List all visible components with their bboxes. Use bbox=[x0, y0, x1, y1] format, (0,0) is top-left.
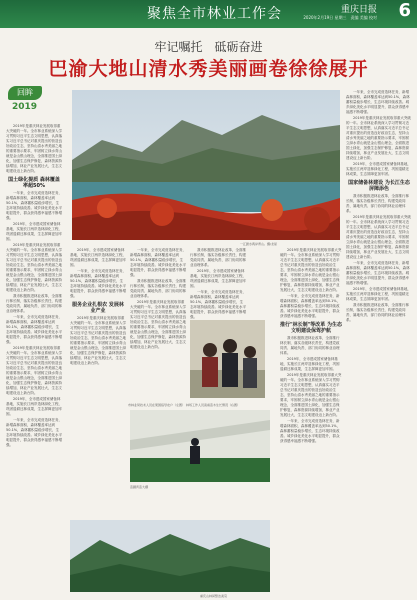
greenhouse-photo-caption: 苗圃育苗大棚 bbox=[130, 485, 149, 489]
article-paragraph: 2019年是重庆林业发展取得重大突破的一年。全市林业系统深入学习贯彻习近平生态文明思想，认真落实习近平总书记对重庆提出的营造良好政治生态，坚持山清水秀美丽之地的重要指示要求，牢固树立绿水青山就是金山银山理念，全面推进国土绿化，加强生态保护修复，森林资源持续增加，林业产业发展壮大，生态文明建设迈上新台阶。 bbox=[130, 300, 186, 349]
greenhouse-image bbox=[130, 410, 270, 482]
article-paragraph: 2019年是重庆林业发展取得重大突破的一年。全市林业系统深入学习贯彻习近平生态文明思想，认真落实习近平总书记对重庆提出的营造良好政治生态，坚持山清水秀美丽之地的重要指示要求，牢固树立绿水青山就是金山银山理念，全面推进国土绿化，加强生态保护修复，森林资源持续增加，林业产业发展壮大，生态文明建设迈上新台阶。 bbox=[6, 346, 62, 395]
article-paragraph: 我市积极推进林业改革，全面推行林长制，落实各级林长责任，构建党政同责、属地负责、部门协同的林业治理体系。 bbox=[346, 194, 409, 213]
section-heading: 推行"林长制"等改革 为生态文明建设保驾护航 bbox=[280, 322, 342, 334]
lake-landscape-image bbox=[72, 90, 340, 240]
workers-photo bbox=[190, 320, 265, 398]
article-paragraph: 一年来，全市完成营造林任务，新增森林面积，森林覆盖率达到50.1%，森林蓄积量稳步增长，生态环境持续改善。城乡绿化美化水平明显提升，群众获得感幸福感不断增强。 bbox=[190, 290, 246, 319]
article-paragraph: 2019年，全市建成国家储备林基地，实施长江两岸造林绿化工程，巩固退耕还林成果，生态屏障更加牢固。 bbox=[346, 162, 411, 176]
article-paragraph: 2019年是重庆林业发展取得重大突破的一年。全市林业系统深入学习贯彻习近平生态文明思想，认真落实习近平总书记对重庆提出的营造良好政治生态，坚持山清水秀美丽之地的重要指示要求，牢固树立绿水青山就是金山银山理念，全面推进国土绿化，加强生态保护修复，森林资源持续增加，林业产业发展壮大，生态文明建设迈上新台阶。 bbox=[6, 124, 62, 173]
review-badge bbox=[8, 86, 48, 120]
article-paragraph: 我市积极推进林业改革，全面推行林长制，落实各级林长责任，构建党政同责、属地负责、部门协同的林业治理体系。 bbox=[130, 279, 186, 298]
masthead bbox=[0, 0, 417, 28]
article-paragraph: 2019年是重庆林业发展取得重大突破的一年。全市林业系统深入学习贯彻习近平生态文明思想，认真落实习近平总书记对重庆提出的营造良好政治生态，坚持山清水秀美丽之地的重要指示要求，牢固树立绿水青山就是金山银山理念，全面推进国土绿化，加强生态保护修复，森林资源持续增加，林业产业发展壮大，生态文明建设迈上新台阶。 bbox=[346, 215, 411, 259]
workers-photo-caption: 市林业局技术人员在果园指导农户（左图） 林场工作人员查看苗木生长情况（右图） bbox=[128, 403, 240, 407]
newspaper-logo: 重庆日报 bbox=[340, 5, 377, 15]
article-paragraph: 一年来，全市完成营造林任务，新增森林面积，森林覆盖率达到50.1%，森林蓄积量稳步增长，生态环境持续改善。城乡绿化美化水平明显提升，群众获得感幸福感不断增强。 bbox=[70, 269, 126, 298]
article-paragraph: 2019年是重庆林业发展取得重大突破的一年。全市林业系统深入学习贯彻习近平生态文明思想，认真落实习近平总书记对重庆提出的营造良好政治生态，坚持山清水秀美丽之地的重要指示要求，牢固树立绿水青山就是金山银山理念，全面推进国土绿化，加强生态保护修复，森林资源持续增加，林业产业发展壮大，生态文明建设迈上新台阶。 bbox=[6, 243, 62, 292]
column-2 bbox=[70, 248, 126, 398]
workers-image bbox=[190, 320, 265, 398]
article-paragraph: 2019年，全市建成国家储备林基地，实施长江两岸造林绿化工程，巩固退耕还林成果，生态屏障更加牢固。 bbox=[6, 222, 62, 241]
article-paragraph: 2019年，全市建成国家储备林基地，实施长江两岸造林绿化工程，巩固退耕还林成果，生态屏障更加牢固。 bbox=[6, 397, 62, 416]
subtitle: 牢记嘱托 砥砺奋进 bbox=[154, 40, 263, 54]
article-paragraph: 我市积极推进林业改革，全面推行林长制，落实各级林长责任，构建党政同责、属地负责、部门协同的林业治理体系。 bbox=[280, 336, 340, 355]
lake-photo-caption: 一江碧水两岸青山。摄/龙星 bbox=[240, 242, 278, 246]
article-paragraph: 一年来，全市完成营造林任务，新增森林面积，森林覆盖率达到50.1%，森林蓄积量稳步增长，生态环境持续改善。城乡绿化美化水平明显提升，群众获得感幸福感不断增强。 bbox=[6, 191, 62, 220]
greenhouse-photo bbox=[130, 410, 270, 482]
section-heading: 国土绿化提质 森林覆盖率超50% bbox=[8, 177, 60, 189]
article-paragraph: 我市积极推进林业改革，全面推行林长制，落实各级林长责任，构建党政同责、属地负责、部门协同的林业治理体系。 bbox=[346, 303, 409, 322]
page-number: 6 bbox=[398, 0, 411, 21]
article-paragraph: 2019年，全市建成国家储备林基地，实施长江两岸造林绿化工程，巩固退耕还林成果，生态屏障更加牢固。 bbox=[190, 269, 246, 288]
mountains-image bbox=[70, 520, 270, 592]
article-paragraph: 2019年是重庆林业发展取得重大突破的一年。全市林业系统深入学习贯彻习近平生态文明思想，认真落实习近平总书记对重庆提出的营造良好政治生态，坚持山清水秀美丽之地的重要指示要求，牢固树立绿水青山就是金山银山理念，全面推进国土绿化，加强生态保护修复，森林资源持续增加，林业产业发展壮大，生态文明建设迈上新台阶。 bbox=[70, 316, 126, 365]
column-5 bbox=[280, 248, 342, 588]
article-paragraph: 2019年是重庆林业发展取得重大突破的一年。全市林业系统深入学习贯彻习近平生态文明思想，认真落实习近平总书记对重庆提出的营造良好政治生态，坚持山清水秀美丽之地的重要指示要求，牢固树立绿水青山就是金山银山理念，全面推进国土绿化，加强生态保护修复，森林资源持续增加，林业产业发展壮大，生态文明建设迈上新台阶。 bbox=[346, 116, 411, 160]
article-paragraph: 一年来，全市完成营造林任务，新增森林面积，森林覆盖率达到50.1%，森林蓄积量稳步增长，生态环境持续改善。城乡绿化美化水平明显提升，群众获得感幸福感不断增强。 bbox=[346, 90, 410, 114]
article-paragraph: 一年来，全市完成营造林任务，新增森林面积，森林覆盖率达到50.1%，森林蓄积量稳步增长，生态环境持续改善。城乡绿化美化水平明显提升，群众获得感幸福感不断增强。 bbox=[346, 261, 410, 285]
section-heading: 国家储备林建设 为长江生态屏障添色 bbox=[348, 180, 410, 192]
lake-photo bbox=[72, 90, 340, 240]
article-paragraph: 2019年，全市建成国家储备林基地，实施长江两岸造林绿化工程，巩固退耕还林成果，生态屏障更加牢固。 bbox=[346, 287, 411, 301]
column-1 bbox=[6, 124, 62, 594]
article-paragraph: 2019年是重庆林业发展取得重大突破的一年。全市林业系统深入学习贯彻习近平生态文明思想，认真落实习近平总书记对重庆提出的营造良好政治生态，坚持山清水秀美丽之地的重要指示要求，牢固树立绿水青山就是金山银山理念，全面推进国土绿化，加强生态保护修复，森林资源持续增加，林业产业发展壮大，生态文明建设迈上新台阶。 bbox=[280, 248, 342, 292]
section-heading: 服务企业扎根农 发展林业产业 bbox=[72, 302, 124, 314]
column-6 bbox=[346, 90, 412, 590]
column-3 bbox=[130, 248, 186, 398]
badge-year: 2019 bbox=[12, 102, 38, 112]
article-paragraph: 我市积极推进林业改革，全面推行林长制，落实各级林长责任，构建党政同责、属地负责、部门协同的林业治理体系。 bbox=[6, 294, 62, 313]
dateline: 2020年2月19日 星期三 责编 美编 校对 bbox=[303, 15, 377, 20]
mountains-photo bbox=[70, 520, 270, 592]
badge-word: 回眸 bbox=[8, 86, 42, 100]
article-paragraph: 我市积极推进林业改革，全面推行林长制，落实各级林长责任，构建党政同责、属地负责、部门协同的林业治理体系。 bbox=[190, 248, 246, 267]
article-paragraph: 一年来，全市完成营造林任务，新增森林面积，森林覆盖率达到50.1%，森林蓄积量稳步增长，生态环境持续改善。城乡绿化美化水平明显提升，群众获得感幸福感不断增强。 bbox=[130, 248, 186, 277]
article-paragraph: 一年来，全市完成营造林任务，新增森林面积，森林覆盖率达到50.1%，森林蓄积量稳步增长，生态环境持续改善。城乡绿化美化水平明显提升，群众获得感幸福感不断增强。 bbox=[6, 418, 62, 447]
article-paragraph: 一年来，全市完成营造林任务，新增森林面积，森林覆盖率达到50.1%，森林蓄积量稳步增长，生态环境持续改善。城乡绿化美化水平明显提升，群众获得感幸福感不断增强。 bbox=[6, 315, 62, 344]
section-banner: 聚焦全市林业工作会 bbox=[147, 6, 282, 22]
mountains-photo-caption: 重庆山林间整洁美景 bbox=[200, 594, 228, 598]
article-paragraph: 2019年是重庆林业发展取得重大突破的一年。全市林业系统深入学习贯彻习近平生态文明思想，认真落实习近平总书记对重庆提出的营造良好政治生态，坚持山清水秀美丽之地的重要指示要求，牢固树立绿水青山就是金山银山理念，全面推进国土绿化，加强生态保护修复，森林资源持续增加，林业产业发展壮大，生态文明建设迈上新台阶。 bbox=[280, 373, 342, 417]
headline: 巴渝大地山清水秀美丽画卷徐徐展开 bbox=[48, 58, 369, 80]
article-paragraph: 2019年，全市建成国家储备林基地，实施长江两岸造林绿化工程，巩固退耕还林成果，生态屏障更加牢固。 bbox=[280, 357, 340, 371]
article-paragraph: 一年来，全市完成营造林任务，新增森林面积，森林覆盖率达到50.1%，森林蓄积量稳步增长，生态环境持续改善。城乡绿化美化水平明显提升，群众获得感幸福感不断增强。 bbox=[280, 294, 341, 318]
article-paragraph: 2019年，全市建成国家储备林基地，实施长江两岸造林绿化工程，巩固退耕还林成果，生态屏障更加牢固。 bbox=[70, 248, 126, 267]
article-paragraph: 一年来，全市完成营造林任务，新增森林面积，森林覆盖率达到50.1%，森林蓄积量稳步增长，生态环境持续改善。城乡绿化美化水平明显提升，群众获得感幸福感不断增强。 bbox=[280, 419, 341, 443]
